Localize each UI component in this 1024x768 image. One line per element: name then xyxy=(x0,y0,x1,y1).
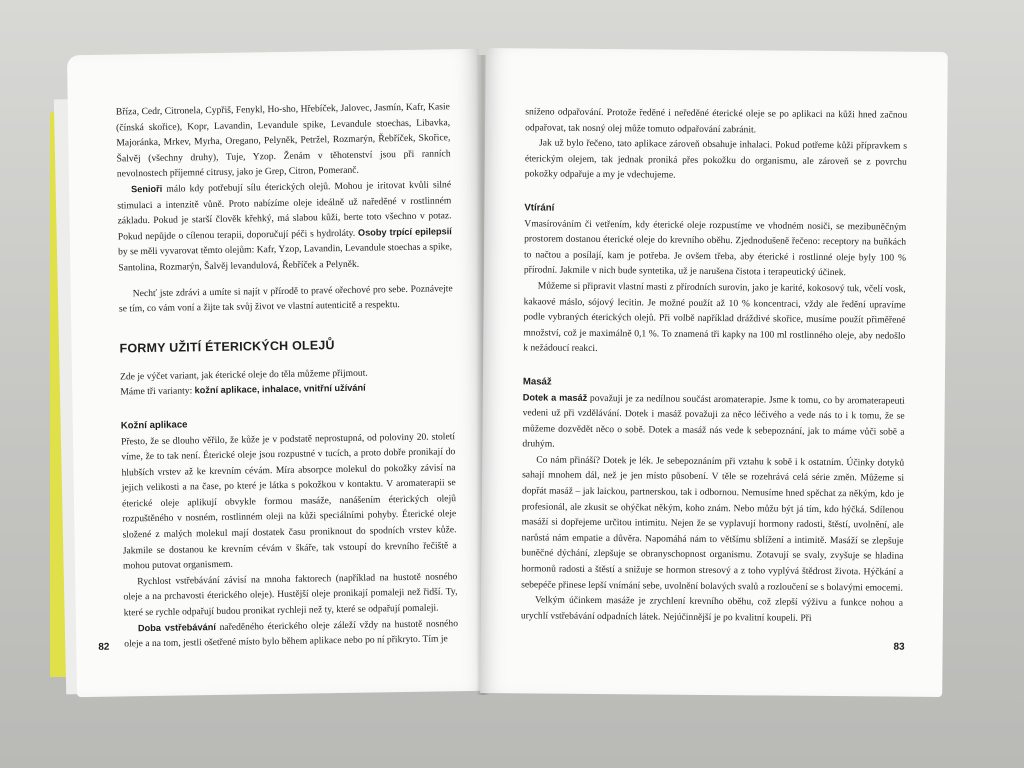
seniors-text: málo kdy potřebují sílu éterických olejů. Mohou je iritovat kvůli silné stimulaci a intenzitě vůně. Proto nabízíme oleje ideálně už naředěné v rostlinném základu. Pokud je starší člověk křehký, má slabou kůži, berte toto všechno v potaz. Pokud nepůjde o cílenou terapii, doporučují péči s hydroláty. xyxy=(117,179,452,243)
massage-paragraph-2: Co nám přináší? Dotek je lék. Je sebepoznáním při vztahu k sobě i k ostatním. Účinky dotyků sahají mnohem dál, než je jen místo působení. V těle se rozehrává celá série změn. Můžeme si dopřát masáž – jak laickou, partnerskou, tak i odbornou. Nemusíme hned spěchat za někým, kdo je profesionál, ale zkusit se ohýčkat někým, koho znám. Nebo můžu být já tím, kdo hýčká. Sdílenou masáží si dopřejeme určitou intimitu. Nejen že se vyplavují hormony radosti, štěstí, uvolnění, ale narůstá nám empatie a důvěra. Napomáhá nám to většímu sblížení a intimitě. Masáží se zlepšuje buněčné dýchání, zlepšuje se obranyschopnost organismu. Zotavují se svaly, zvyšuje se hladina hormonů radosti a štěstí a snižuje se hormon stresový a z toho vyplývá štědrost života. Hýčkání a sebepéče přinese lepší vnímání sebe, uvolnění bolavých svalů a rozloučení se s bolavými emocemi. xyxy=(521,454,905,594)
skin-paragraph-3 xyxy=(124,616,458,652)
forms-intro-label: Máme tři varianty: xyxy=(120,385,193,398)
skin-heading: Kožní aplikace xyxy=(120,419,188,432)
right-paragraph-2: Jak už bylo řečeno, tato aplikace zároveň obsahuje inhalaci. Pokud potřeme kůži přípravkem s éterickým olejem, tak jednak proniká přes pokožku do organismu, ale zároveň se z povrchu pokožky odpařuje a my je vdechujeme. xyxy=(524,137,908,182)
seniors-label: Senioři xyxy=(131,183,163,195)
page-number-right: 83 xyxy=(893,641,905,653)
epilepsy-label: Osoby trpící epilepsií xyxy=(357,226,452,238)
massage-bold-lead: Dotek a masáž xyxy=(522,391,588,403)
right-page xyxy=(480,48,948,697)
rubbing-heading: Vtírání xyxy=(524,202,555,214)
section-title: FORMY UŽITÍ ÉTERICKÝCH OLEJŮ xyxy=(119,337,335,356)
skin-paragraph-2: Rychlost vstřebávání závisí na mnoha faktorech (například na hustotě nosného oleje a na prchavosti éterického oleje). Hustější oleje pronikají pomaleji než řidší. Ty, které se rychle odpařují budou pronikat rychleji než ty, které se odpařují pomaleji. xyxy=(123,571,458,619)
epilepsy-text: by se měli vyvarovat těmto olejům: Kafr, Yzop, Lavandin, Levandule stoechas a spike, Santolina, Rozmarýn, Šalvěj levandulová, Řebříček a Pelyněk. xyxy=(117,241,453,274)
skin-paragraph-1: Přesto, že se dlouho věřilo, že kůže je v podstatě neprostupná, od poloviny 20. století víme, že to tak není. Éterické oleje jsou rozpustné v tucích, a proto dobře pronikají do hlubších vrstev až ke krevním cévám. Míra absorpce molekul do pokožky závisí na jejich velikosti a na čase, po které je látka s pokožkou v kontaktu. V aromaterapii se éterické oleje aplikují obvykle formou masáže, nanášením éterických olejů rozpuštěného v nosném, rostlinném oleji na kůži speciálními pohyby. Éterické oleje složené z malých molekul mají dostatek času proniknout do spodních vrstev kůže. Jakmile se dostanou ke krevním cévám v škáře, tak vstoupí do krevního řečiště a mohou putovat organismem. xyxy=(120,430,457,572)
right-paragraph-1: sníženo odpařování. Protože ředěné i neředěné éterické oleje se po aplikaci na kůži hned začnou odpařovat, tak nosný olej může tomuto odpařování zabránit. xyxy=(525,106,908,135)
forms-intro-line: Zde je výčet variant, jak éterické oleje do těla můžeme přijmout. xyxy=(119,367,368,383)
rubbing-paragraph-1: Vmasírováním či vetřením, kdy éterické oleje rozpustíme ve vhodném nosiči, se mezibuněčným prostorem dostanou éterické oleje do krevního oběhu. Zjednodušeně řečeno: receptory na buňkách to načtou a posílají, kam je potřeba. Je ovšem třeba, aby éterické i rostlinné oleje byly 100 % přírodní. Jakmile v nich bude syntetika, už je narušena čistota i terapeutický účinek. xyxy=(523,217,907,279)
seniors-paragraph xyxy=(117,177,452,276)
massage-heading: Masáž xyxy=(522,376,552,388)
absorption-label: Doba vstřebávání xyxy=(137,621,216,633)
page-number-left: 82 xyxy=(98,641,110,653)
closing-paragraph: Nechť jste zdrávi a umíte si najít v přírodě to pravé ořechové pro sebe. Poznávejte se tím, co vám voní a žijte tak svůj život ve vlastní autenticitě a respektu. xyxy=(118,282,453,315)
forms-variants: kožní aplikace, inhalace, vnitřní užívání xyxy=(194,382,366,396)
absorption-text: naředěného éterického oleje záleží vždy na hustotě nosného oleje a na tom, jestli ošetřené místo bylo během aplikace nebo po ní přikryto. Tím je xyxy=(124,617,459,650)
massage-text-1: považuji je za nedílnou součást aromaterapie. Jsme k tomu, co by aromaterapeuti vedeni už při vzdělávání. Dotek i masáž považuji za něco léčivého a vede nás to i k tomu, že se můžeme dozvědět něco o sobě. Dotek a masáž nás vede k sebepoznání, jak to máme vůči sobě a druhým. xyxy=(522,392,905,450)
plant-list-paragraph: Bříza, Cedr, Citronela, Cypřiš, Fenykl, Ho-sho, Hřebíček, Jalovec, Jasmín, Kafr, Kasie (čínská skořice), Kopr, Lavandin, Levandule spike, Levandule stoechas, Libavka, Majoránka, Mrkev, Myrha, Oregano, Pelyněk, Petržel, Rozmarýn, Řebříček, Skořice, Šalvěj (všechny druhy), Tuje, Yzop. Ženám v těhotenství jsou při ranních nevolnostech příjemné citrusy, jako je Grep, Citron, Pomeranč. xyxy=(115,101,451,180)
massage-paragraph-3: Velkým účinkem masáže je zrychlení krevního oběhu, což zlepší výživu a funkce nohou a urychlí vstřebávání odpadních látek. Nejúčinnější je po kvalitní koupeli. Při xyxy=(520,594,904,624)
massage-paragraph-1 xyxy=(522,390,905,456)
left-page xyxy=(67,49,489,697)
rubbing-paragraph-2: Můžeme si připravit vlastní masti z přírodních surovin, jako je karité, kokosový tuk, včelí vosk, kakaové máslo, sójový lecitin. Je možné použít až 10 % koncentraci, vždy ale ředění upravíme podle vybraných éterických olejů. Při volbě například dráždivé skořice, musíme použít přiměřené množství, což je maximálně 0,1 %. To znamená tři kapky na 100 ml rostlinného oleje, aby nedošlo k nežádoucí reakci. xyxy=(523,280,906,355)
